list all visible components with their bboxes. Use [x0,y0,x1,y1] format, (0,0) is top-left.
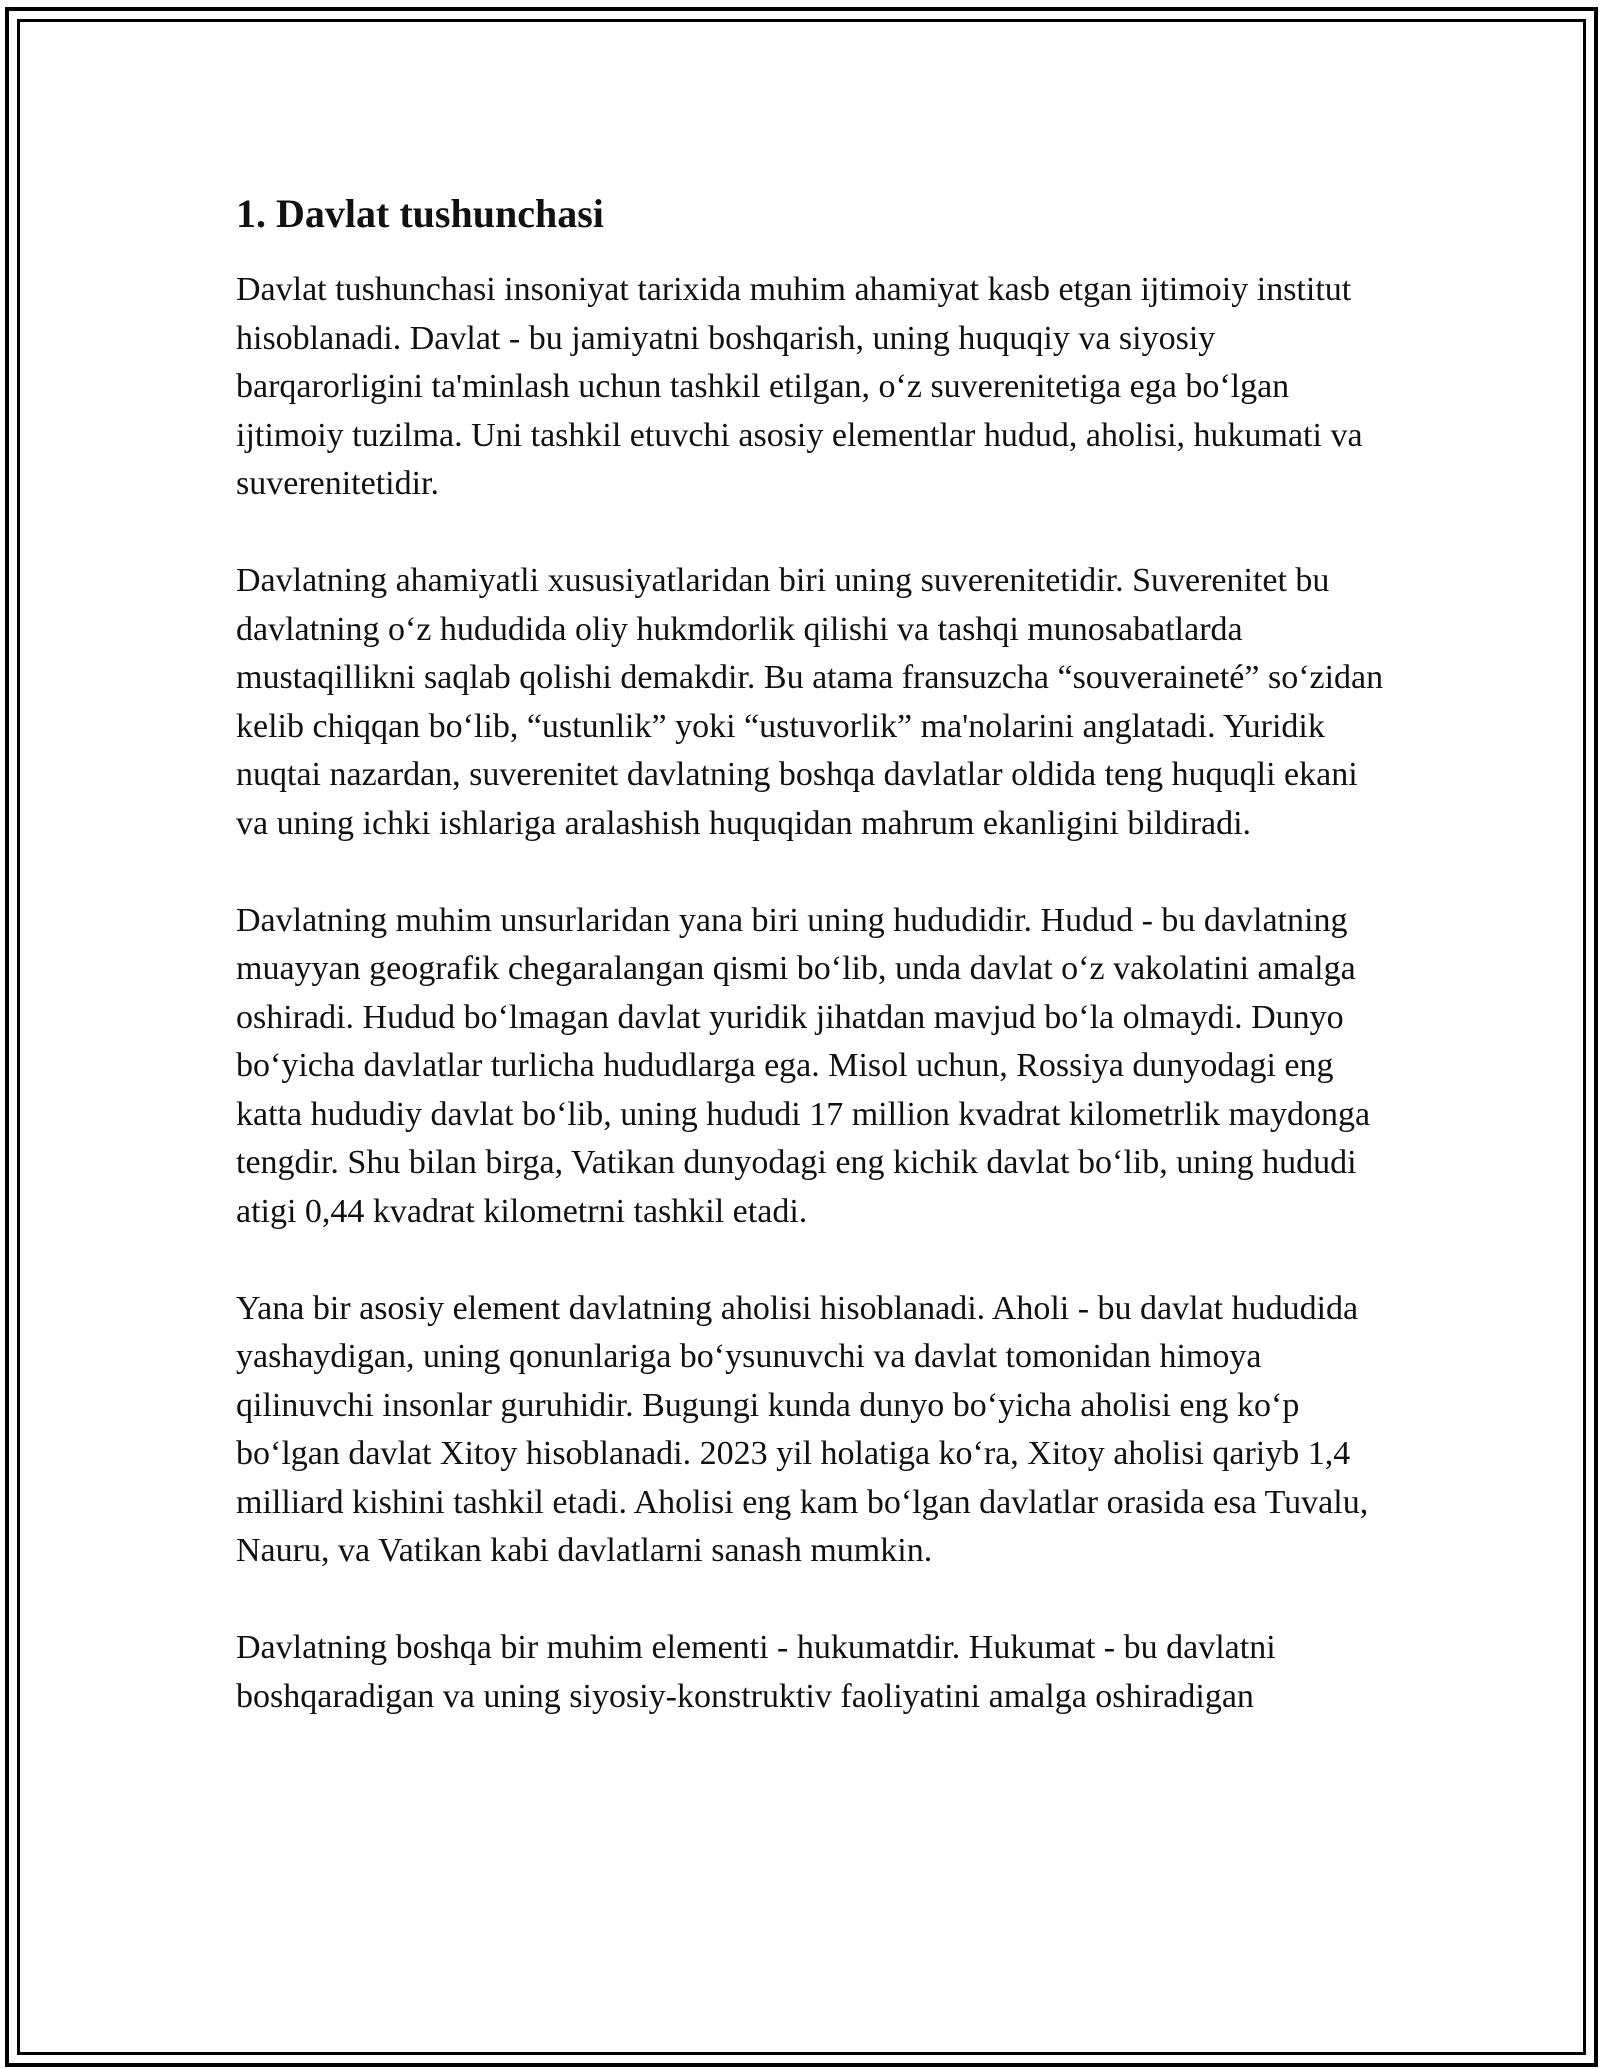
paragraph-government: Davlatning boshqa bir muhim elementi - hukumatdir. Hukumat - bu davlatni boshqaradigan va uning siyosiy-konstruktiv faoliyatini amalga oshiradigan [236,1629,1276,1715]
paragraph-population: Yana bir asosiy element davlatning aholisi hisoblanadi. Aholi - bu davlat hududida yashaydigan, uning qonunlariga boʻysunuvchi va davlat tomonidan himoya qilinuvchi insonlar guruhidir. Bugungi kunda dunyo boʻyicha aholisi eng koʻp boʻlgan davlat Xitoy hisoblanadi. 2023 yil holatiga koʻra, Xitoy aholisi qariyb 1,4 milliard kishini tashkil etadi. Aholisi eng kam boʻlgan davlatlar orasida esa Tuvalu, Nauru, va Vatikan kabi davlatlarni sanash mumkin. [236,1289,1369,1569]
section-heading: 1. Davlat tushunchasi [236,191,604,236]
paragraph-definition: Davlat tushunchasi insoniyat tarixida muhim ahamiyat kasb etgan ijtimoiy institut hisoblanadi. Davlat - bu jamiyatni boshqarish, uning huquqiy va siyosiy barqarorligini ta'minlash uchun tashkil etilgan, oʻz suverenitetiga ega boʻlgan ijtimoiy tuzilma. Uni tashkil etuvchi asosiy elementlar hudud, aholisi, hukumati va suverenitetidir. [236,271,1363,502]
paragraph-sovereignty: Davlatning ahamiyatli xususiyatlaridan biri uning suverenitetidir. Suverenitet bu davlatning oʻz hududida oliy hukmdorlik qilishi va tashqi munosabatlarda mustaqillikni saqlab qolishi demakdir. Bu atama fransuzcha “souveraineté” soʻzidan kelib chiqqan boʻlib, “ustunlik” yoki “ustuvorlik” ma'nolarini anglatadi. Yuridik nuqtai nazardan, suverenitet davlatning boshqa davlatlar oldida teng huquqli ekani va uning ichki ishlariga aralashish huquqidan mahrum ekanligini bildiradi. [236,562,1384,842]
paragraph-territory: Davlatning muhim unsurlaridan yana biri uning hududidir. Hudud - bu davlatning muayyan geografik chegaralangan qismi boʻlib, unda davlat oʻz vakolatini amalga oshiradi. Hudud boʻlmagan davlat yuridik jihatdan mavjud boʻla olmaydi. Dunyo boʻyicha davlatlar turlicha hududlarga ega. Misol uchun, Rossiya dunyodagi eng katta hududiy davlat boʻlib, uning hududi 17 million kvadrat kilometrlik maydonga tengdir. Shu bilan birga, Vatikan dunyodagi eng kichik davlat boʻlib, uning hududi atigi 0,44 kvadrat kilometrni tashkil etadi. [236,901,1371,1230]
document-body [236,186,1396,1770]
